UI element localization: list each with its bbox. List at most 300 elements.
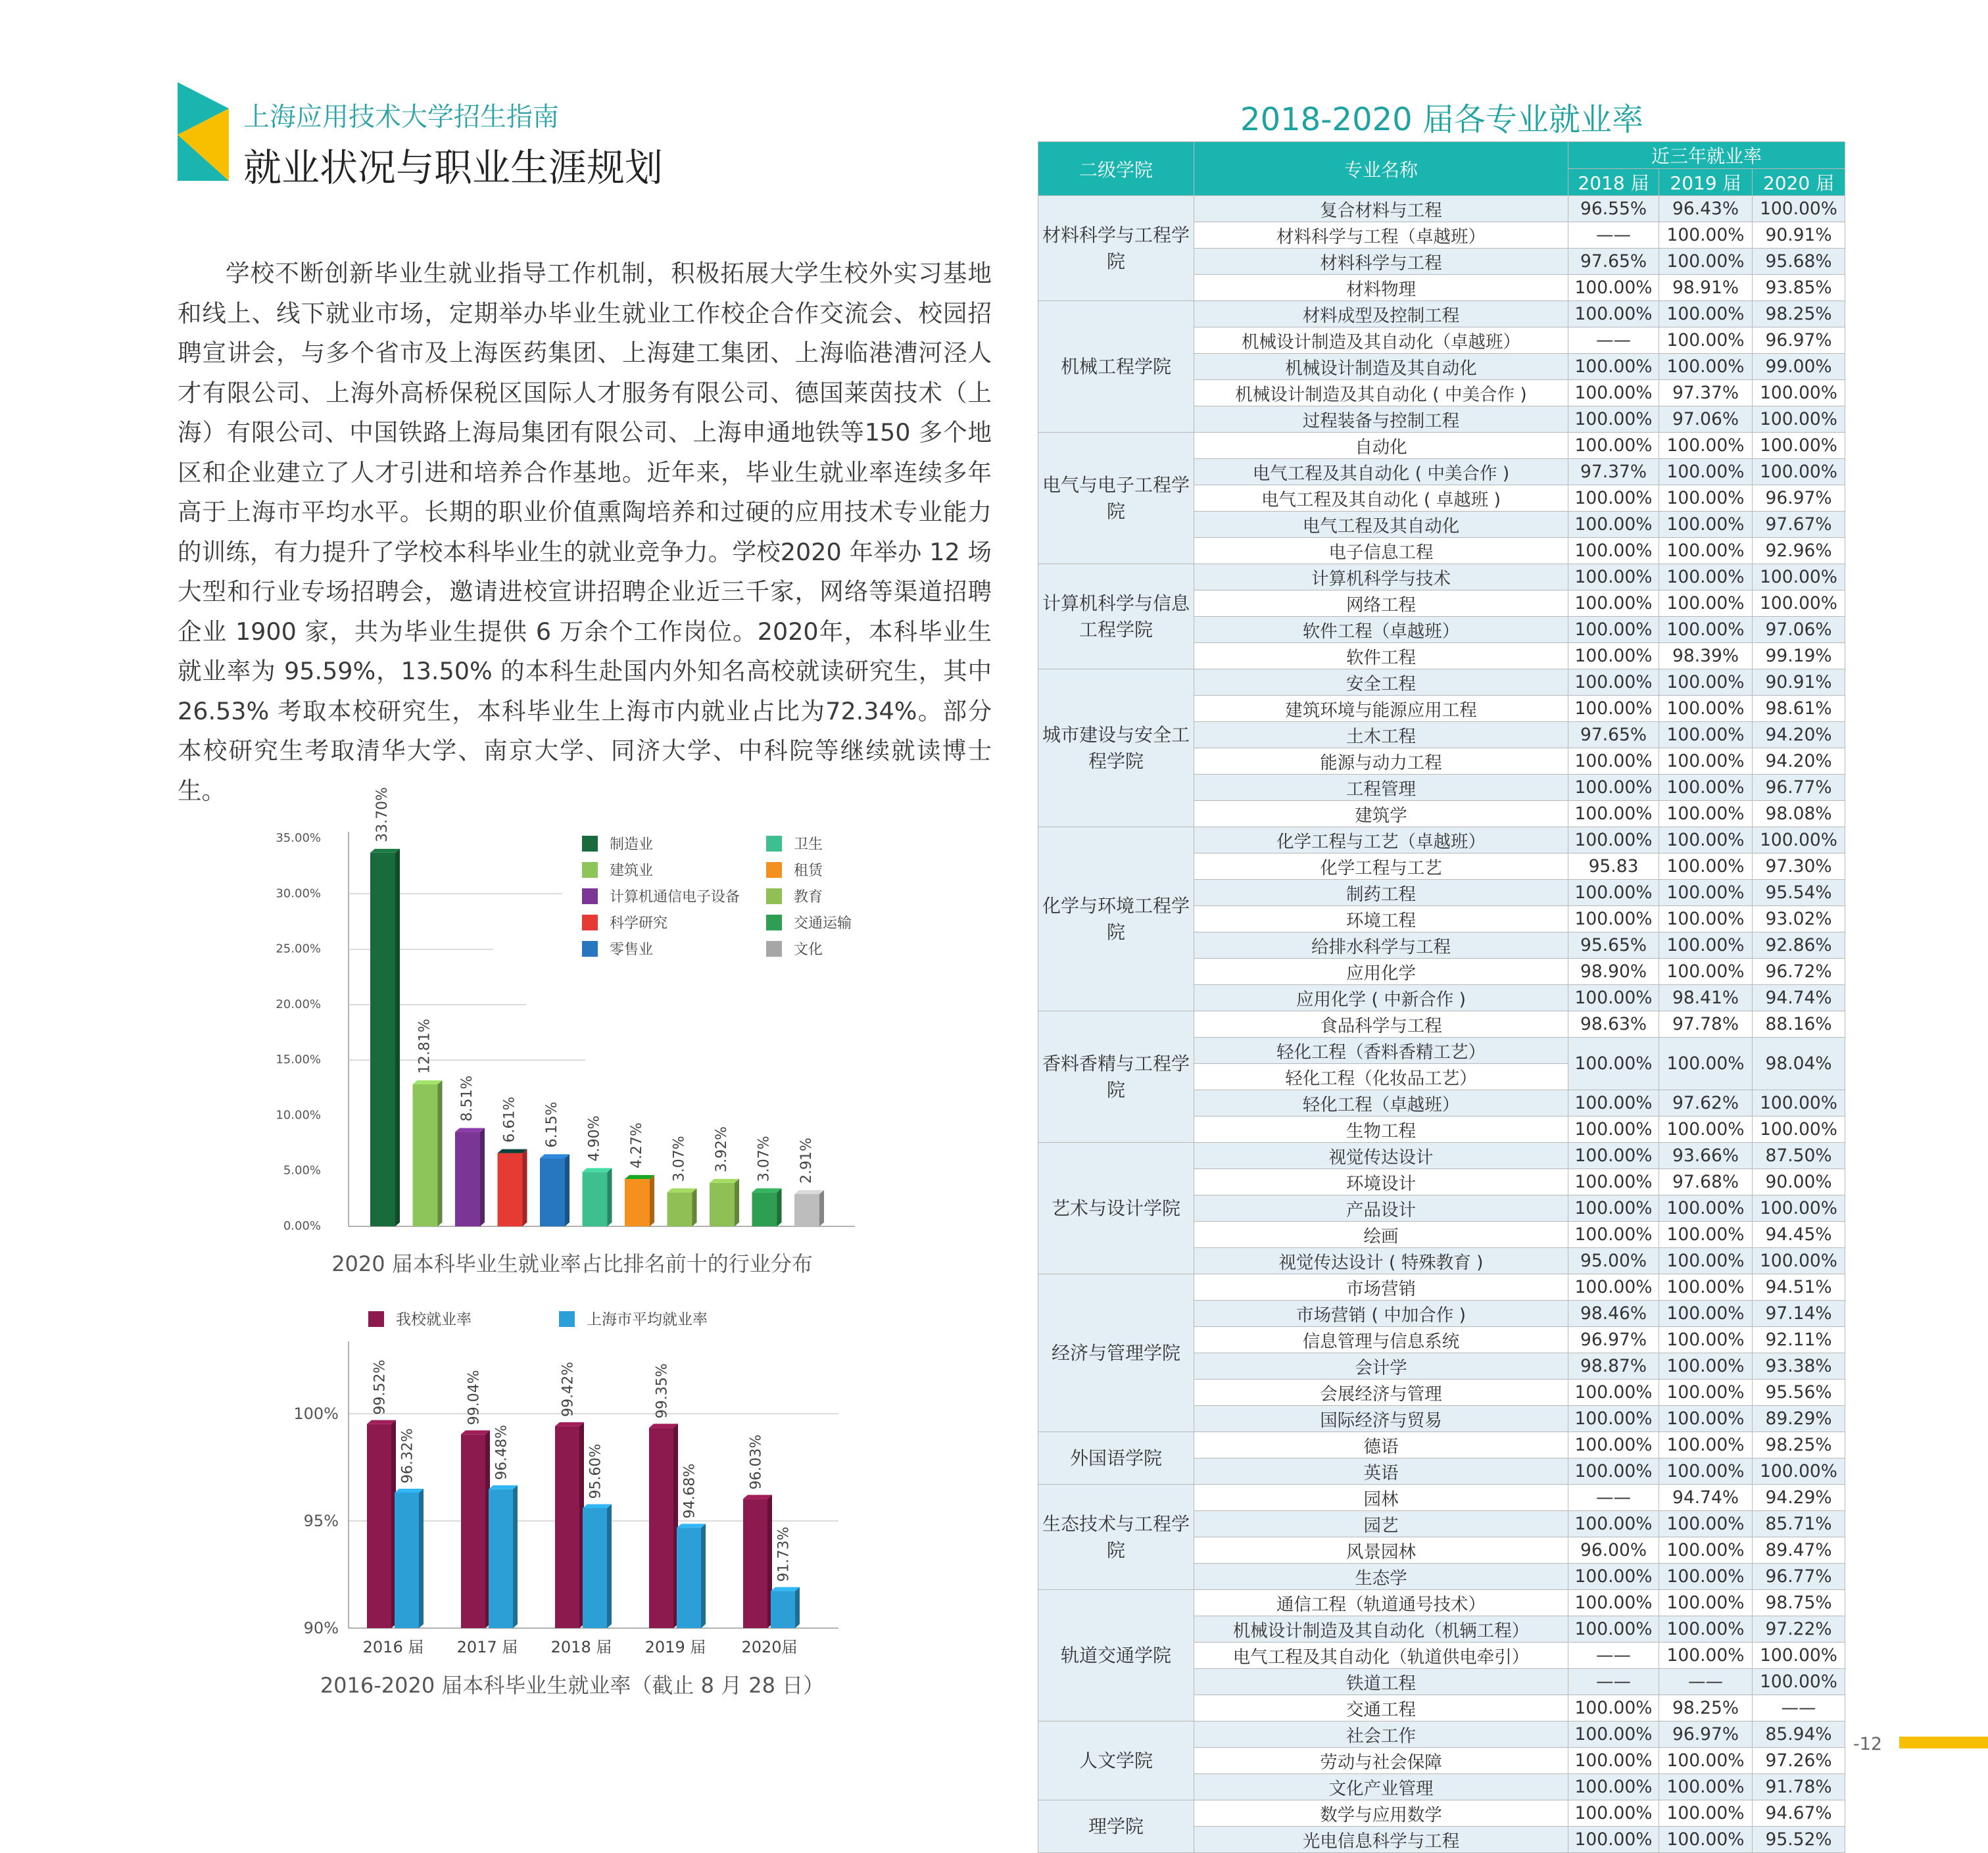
major-cell: 生物工程 [1194,1117,1568,1143]
rate-cell-2020: 89.47% [1753,1537,1845,1564]
major-cell: 建筑环境与能源应用工程 [1194,696,1568,722]
rate-cell-2020: 100.00% [1753,827,1845,854]
rate-cell-2020: 100.00% [1753,564,1845,590]
rate-cell-2019: 100.00% [1659,249,1753,275]
major-cell: 化学工程与工艺（卓越班） [1194,827,1568,854]
industry-chart-caption: 2020 届本科毕业生就业率占比排名前十的行业分布 [331,1251,813,1276]
rate-cell-2018: —— [1568,222,1659,249]
chart2-bar [649,1424,678,1628]
y-tick-label: 90% [303,1619,339,1637]
rate-cell-2019: 100.00% [1659,932,1753,959]
rate-cell-2019: 100.00% [1659,354,1753,380]
chart1-value-label: 12.81% [416,1019,433,1074]
rate-cell-2019: 100.00% [1659,1590,1753,1616]
rate-cell-2020: 97.22% [1753,1616,1845,1643]
rate-cell-2019: 100.00% [1659,801,1753,827]
y-tick-label: 35.00% [276,831,321,845]
rate-cell-2018: 100.00% [1568,1274,1659,1301]
rate-cell-2018: 100.00% [1568,1748,1659,1774]
rate-cell-2018: 100.00% [1568,643,1659,669]
rate-cell-2018: 95.00% [1568,1248,1659,1274]
rate-cell-2019: 96.43% [1659,196,1753,222]
table-row [1038,1143,1845,1169]
rate-cell-2020: 92.11% [1753,1327,1845,1353]
header-major: 专业名称 [1194,142,1568,196]
rate-cell-2020: —— [1753,1695,1845,1721]
rate-cell-2020: 90.00% [1753,1169,1845,1195]
rate-cell-2020: 91.78% [1753,1774,1845,1800]
legend-swatch [582,941,598,957]
major-cell: 环境工程 [1194,906,1568,932]
table-row [1038,301,1845,327]
x-category-label: 2016 届 [362,1638,424,1656]
chart1-bar [370,849,400,1226]
college-cell: 轨道交通学院 [1038,1590,1194,1721]
rate-cell-2020: 99.00% [1753,354,1845,380]
rate-cell-2018: 100.00% [1568,1380,1659,1406]
college-cell: 生态技术与工程学院 [1038,1485,1194,1590]
rate-cell-2020: 95.52% [1753,1827,1845,1853]
chart1-bar [625,1175,654,1226]
rate-cell-2019: 100.00% [1659,696,1753,722]
college-cell: 香料香精与工程学院 [1038,1011,1194,1143]
rate-cell-2018: 95.65% [1568,932,1659,959]
rate-cell-2018: 100.00% [1568,985,1659,1011]
major-cell: 数学与应用数学 [1194,1800,1568,1827]
major-cell: 给排水科学与工程 [1194,932,1568,959]
rate-cell-2019: 96.97% [1659,1721,1753,1748]
rate-cell-2019: 100.00% [1659,775,1753,801]
major-cell: 铁道工程 [1194,1669,1568,1695]
rate-cell-2018: 96.55% [1568,196,1659,222]
chart2-value-label: 96.32% [399,1428,416,1483]
major-cell: 材料科学与工程 [1194,249,1568,275]
rate-cell-2020: 90.91% [1753,669,1845,696]
header-year-2018: 2018 届 [1568,169,1659,196]
legend-label: 交通运输 [794,915,852,932]
major-cell: 视觉传达设计 ( 特殊教育 ) [1194,1248,1568,1274]
y-tick-label: 30.00% [276,886,321,901]
rate-cell-2019: 97.06% [1659,406,1753,433]
rate-cell-2020: 97.14% [1753,1301,1845,1327]
chart2-bar [677,1524,706,1628]
rate-cell-2018: 100.00% [1568,1564,1659,1590]
rate-cell-2019: 100.00% [1659,1458,1753,1485]
rate-cell-2018: 100.00% [1568,564,1659,590]
chart2-bar [367,1420,396,1628]
rate-cell-2019: 100.00% [1659,1274,1753,1301]
rate-cell-2018: 100.00% [1568,538,1659,564]
chart2-value-label: 99.42% [560,1362,577,1417]
rate-cell-2020: 97.26% [1753,1748,1845,1774]
rate-cell-2018: 100.00% [1568,1195,1659,1222]
major-cell: 材料物理 [1194,275,1568,301]
rate-cell-2018: 100.00% [1568,1090,1659,1117]
rate-cell-2019: 100.00% [1659,669,1753,696]
legend-label: 上海市平均就业率 [587,1311,708,1328]
rate-cell-2019: 100.00% [1659,1406,1753,1432]
rate-cell-2020: 96.77% [1753,1564,1845,1590]
rate-cell-2019: 100.00% [1659,1380,1753,1406]
rate-cell-2020: 100.00% [1753,459,1845,485]
rate-cell-2019: 100.00% [1659,1537,1753,1564]
rate-cell-2019: 94.74% [1659,1485,1753,1511]
college-cell: 机械工程学院 [1038,301,1194,433]
chart1-bar [498,1149,527,1226]
brand-logo-icon [178,82,243,181]
y-tick-label: 100% [293,1405,339,1423]
footer-accent-bar [1899,1737,1988,1748]
rate-cell-2019: 98.25% [1659,1695,1753,1721]
rate-cell-2018: 100.00% [1568,617,1659,643]
rate-cell-2018: 100.00% [1568,275,1659,301]
rate-cell-2018: 100.00% [1568,906,1659,932]
rate-cell-2019: 97.37% [1659,380,1753,406]
chart2-bar [395,1489,424,1628]
rate-cell-2020: 95.56% [1753,1380,1845,1406]
rate-cell-2018: 100.00% [1568,301,1659,327]
legend-swatch [368,1311,384,1327]
major-cell: 工程管理 [1194,775,1568,801]
major-cell: 应用化学 [1194,959,1568,985]
rate-cell-2020: 93.85% [1753,275,1845,301]
rate-cell-2018: 100.00% [1568,1143,1659,1169]
header-year-2019: 2019 届 [1659,169,1753,196]
rate-cell-2018: 100.00% [1568,1774,1659,1800]
rate-cell-2020: 100.00% [1753,406,1845,433]
rate-cell-2020: 100.00% [1753,1248,1845,1274]
rate-cell-2020: 93.38% [1753,1353,1845,1380]
chart2-value-label: 99.04% [466,1370,483,1426]
chart1-bar [794,1190,824,1226]
chart1-value-label: 6.61% [501,1096,518,1143]
rate-cell-2020: 94.20% [1753,748,1845,775]
rate-cell-2018: 96.97% [1568,1327,1659,1353]
major-cell: 园林 [1194,1485,1568,1511]
rate-cell-2018: 100.00% [1568,1169,1659,1195]
header-rate-group: 近三年就业率 [1568,142,1845,169]
rate-cell-2018: 100.00% [1568,827,1659,854]
college-cell: 经济与管理学院 [1038,1274,1194,1432]
table-row [1038,433,1845,459]
chart1-value-label: 4.90% [586,1115,603,1162]
rate-cell-2019: 100.00% [1659,590,1753,617]
rate-cell-2020: 87.50% [1753,1143,1845,1169]
intro-paragraph: 学校不断创新毕业生就业指导工作机制，积极拓展大学生校外实习基地和线上、线下就业市场，定期举办毕业生就业工作校企合作交流会、校园招聘宣讲会，与多个省市及上海医药集团、上海建工集团、上海临港漕河泾人才有限公司、上海外高桥保税区国际人才服务有限公司、德国莱茵技术（上海）有限公司、中国铁路上海局集团有限公司、上海申通地铁等150 多个地区和企业建立了人才引进和培养合作基地。近年来，毕业生就业率连续多年高于上海市平均水平。长期的职业价值熏陶培养和过硬的应用技术专业能力的训练，有力提升了学校本科毕业生的就业竞争力。学校2020 年举办 12 场大型和行业专场招聘会，邀请进校宣讲招聘企业近三千家，网络等渠道招聘企业 1900 家，共为毕业生提供 6 万余个工作岗位。2020年，本科毕业生就业率为 95.59%，13.50% 的本科生赴国内外知名高校就读研究生，其中 26.53% 考取本校研究生，本科毕业生上海市内就业占比为72.34%。部分本校研究生考取清华大学、南京大学、同济大学、中科院等继续就读博士生。 [178,259,992,805]
rate-cell-2019: 100.00% [1659,959,1753,985]
chart1-value-label: 4.27% [629,1122,645,1169]
chart1-bar [667,1188,697,1226]
rate-cell-2019: 100.00% [1659,1038,1753,1090]
major-cell: 市场营销 [1194,1274,1568,1301]
major-cell: 文化产业管理 [1194,1774,1568,1800]
rate-cell-2018: 100.00% [1568,1511,1659,1537]
rate-cell-2019: 100.00% [1659,1774,1753,1800]
major-cell: 网络工程 [1194,590,1568,617]
rate-cell-2018: 100.00% [1568,775,1659,801]
chart2-bar [489,1485,518,1628]
rate-cell-2018: 96.00% [1568,1537,1659,1564]
major-cell: 光电信息科学与工程 [1194,1827,1568,1853]
chart2-value-label: 94.68% [681,1463,698,1519]
rate-cell-2019: 100.00% [1659,1327,1753,1353]
major-cell: 轻化工程（化妆品工艺） [1194,1064,1568,1090]
rate-cell-2018: 100.00% [1568,485,1659,512]
rate-cell-2018: 100.00% [1568,1458,1659,1485]
chart2-bar [555,1422,584,1628]
rate-cell-2019: 100.00% [1659,1222,1753,1248]
major-cell: 生态学 [1194,1564,1568,1590]
rate-cell-2019: 100.00% [1659,827,1753,854]
major-cell: 绘画 [1194,1222,1568,1248]
major-cell: 机械设计制造及其自动化 ( 中美合作 ) [1194,380,1568,406]
chart1-bar [413,1080,443,1226]
rate-cell-2019: 100.00% [1659,459,1753,485]
rate-cell-2018: 98.90% [1568,959,1659,985]
major-cell: 电气工程及其自动化 ( 中美合作 ) [1194,459,1568,485]
rate-cell-2020: 96.97% [1753,485,1845,512]
rate-cell-2018: 98.87% [1568,1353,1659,1380]
legend-swatch [582,862,598,878]
chart1-value-label: 3.92% [714,1126,730,1172]
rate-cell-2019: 100.00% [1659,1301,1753,1327]
college-cell: 外国语学院 [1038,1432,1194,1485]
college-cell: 电气与电子工程学院 [1038,433,1194,564]
college-cell: 理学院 [1038,1800,1194,1853]
rate-cell-2020: 94.51% [1753,1274,1845,1301]
rate-cell-2018: 100.00% [1568,1800,1659,1827]
rate-cell-2020: 98.25% [1753,301,1845,327]
major-cell: 产品设计 [1194,1195,1568,1222]
table-row [1038,564,1845,590]
y-tick-label: 95% [303,1512,339,1530]
rate-cell-2019: 100.00% [1659,617,1753,643]
rate-cell-2018: 100.00% [1568,880,1659,906]
employment-rate-chart [276,1307,868,1662]
rate-cell-2020: 96.97% [1753,327,1845,354]
major-cell: 软件工程（卓越班） [1194,617,1568,643]
rate-cell-2018: 100.00% [1568,1695,1659,1721]
rate-cell-2018: 100.00% [1568,801,1659,827]
major-cell: 过程装备与控制工程 [1194,406,1568,433]
rate-cell-2018: 100.00% [1568,669,1659,696]
y-tick-label: 10.00% [276,1108,321,1122]
rate-cell-2018: 97.65% [1568,249,1659,275]
x-category-label: 2018 届 [550,1638,612,1656]
rate-cell-2018: 98.46% [1568,1301,1659,1327]
chart1-value-label: 2.91% [798,1138,815,1184]
y-tick-label: 25.00% [276,942,321,956]
rate-cell-2019: 97.68% [1659,1169,1753,1195]
legend-label: 计算机通信电子设备 [610,889,740,905]
chart2-bar [743,1495,772,1628]
legend-swatch [766,862,782,878]
rate-cell-2020: 94.45% [1753,1222,1845,1248]
header-year-2020: 2020 届 [1753,169,1845,196]
rate-cell-2020: 100.00% [1753,1117,1845,1143]
rate-cell-2018: 100.00% [1568,696,1659,722]
legend-label: 我校就业率 [396,1311,472,1328]
chart1-bar [710,1179,739,1226]
rate-cell-2019: 100.00% [1659,1616,1753,1643]
rate-cell-2018: —— [1568,327,1659,354]
major-cell: 视觉传达设计 [1194,1143,1568,1169]
employment-rate-table [1038,141,1845,1853]
major-cell: 材料成型及控制工程 [1194,301,1568,327]
rate-cell-2019: 100.00% [1659,538,1753,564]
rate-cell-2020: 85.71% [1753,1511,1845,1537]
rate-cell-2018: 100.00% [1568,590,1659,617]
rate-cell-2020: 94.67% [1753,1800,1845,1827]
rate-cell-2020: 97.30% [1753,854,1845,880]
rate-cell-2020: 88.16% [1753,1011,1845,1038]
industry-bar-chart [276,787,868,1239]
rate-cell-2019: 100.00% [1659,1353,1753,1380]
major-cell: 机械设计制造及其自动化（机辆工程） [1194,1616,1568,1643]
rate-cell-2018: 100.00% [1568,406,1659,433]
major-cell: 英语 [1194,1458,1568,1485]
major-cell: 电气工程及其自动化 [1194,512,1568,538]
chart1-bar [583,1168,612,1226]
college-cell: 化学与环境工程学院 [1038,827,1194,1011]
rate-cell-2020: 100.00% [1753,1669,1845,1695]
legend-swatch [559,1311,575,1327]
rate-cell-2019: 100.00% [1659,906,1753,932]
rate-cell-2019: 100.00% [1659,1800,1753,1827]
rate-cell-2018: 100.00% [1568,1406,1659,1432]
rate-cell-2018: 100.00% [1568,1721,1659,1748]
table-title: 2018-2020 届各专业就业率 [1240,101,1643,138]
major-cell: 材料科学与工程（卓越班） [1194,222,1568,249]
major-cell: 土木工程 [1194,722,1568,748]
rate-cell-2020: 98.04% [1753,1038,1845,1090]
rate-cell-2018: 98.63% [1568,1011,1659,1038]
rate-cell-2018: 100.00% [1568,1590,1659,1616]
chart1-value-label: 6.15% [544,1101,560,1148]
chart1-value-label: 8.51% [459,1075,475,1122]
rate-cell-2019: 100.00% [1659,854,1753,880]
x-category-label: 2017 届 [456,1638,518,1656]
rate-cell-2020: 95.54% [1753,880,1845,906]
major-cell: 风景园林 [1194,1537,1568,1564]
rate-cell-2020: 89.29% [1753,1406,1845,1432]
rate-cell-2019: 98.41% [1659,985,1753,1011]
rate-cell-2019: 100.00% [1659,1248,1753,1274]
table-row [1038,1590,1845,1616]
rate-cell-2020: 92.86% [1753,932,1845,959]
major-cell: 安全工程 [1194,669,1568,696]
rate-cell-2019: 100.00% [1659,1432,1753,1458]
rate-cell-2019: 100.00% [1659,1827,1753,1853]
rate-cell-2020: 98.75% [1753,1590,1845,1616]
major-cell: 应用化学 ( 中新合作 ) [1194,985,1568,1011]
table-row [1038,1274,1845,1301]
legend-swatch [766,836,782,852]
legend-label: 教育 [794,889,823,905]
major-cell: 交通工程 [1194,1695,1568,1721]
chart2-value-label: 91.73% [775,1526,792,1582]
chart1-bar [752,1188,782,1226]
rate-cell-2020: 100.00% [1753,380,1845,406]
major-cell: 建筑学 [1194,801,1568,827]
table-row [1038,1485,1845,1511]
rate-cell-2018: 100.00% [1568,1117,1659,1143]
rate-cell-2018: 97.37% [1568,459,1659,485]
chart1-value-label: 33.70% [374,787,391,842]
y-tick-label: 15.00% [276,1053,321,1067]
rate-cell-2018: 100.00% [1568,1827,1659,1853]
major-cell: 食品科学与工程 [1194,1011,1568,1038]
table-row [1038,196,1845,222]
y-tick-label: 5.00% [283,1163,321,1178]
rate-cell-2020: 96.72% [1753,959,1845,985]
rate-cell-2018: —— [1568,1643,1659,1669]
rate-cell-2019: 100.00% [1659,512,1753,538]
chart1-bar [455,1128,485,1226]
rate-cell-2020: 99.19% [1753,643,1845,669]
legend-label: 文化 [794,942,823,958]
rate-cell-2018: 100.00% [1568,1222,1659,1248]
college-cell: 材料科学与工程学院 [1038,196,1194,301]
rate-cell-2019: 100.00% [1659,748,1753,775]
college-cell: 城市建设与安全工程学院 [1038,669,1194,827]
major-cell: 软件工程 [1194,643,1568,669]
major-cell: 复合材料与工程 [1194,196,1568,222]
rate-cell-2020: 85.94% [1753,1721,1845,1748]
college-cell: 人文学院 [1038,1721,1194,1800]
rate-cell-2020: 94.20% [1753,722,1845,748]
major-cell: 通信工程（轨道通号技术） [1194,1590,1568,1616]
major-cell: 电气工程及其自动化（轨道供电牵引） [1194,1643,1568,1669]
major-cell: 会展经济与管理 [1194,1380,1568,1406]
rate-cell-2018: 100.00% [1568,1432,1659,1458]
header-college: 二级学院 [1038,142,1194,196]
rate-cell-2020: 100.00% [1753,1643,1845,1669]
major-cell: 环境设计 [1194,1169,1568,1195]
rate-cell-2018: 95.83 [1568,854,1659,880]
college-cell: 计算机科学与信息工程学院 [1038,564,1194,669]
rate-cell-2019: —— [1659,1669,1753,1695]
rate-cell-2019: 100.00% [1659,222,1753,249]
legend-swatch [582,836,598,852]
legend-swatch [766,941,782,957]
employment-chart-caption: 2016-2020 届本科毕业生就业率（截止 8 月 28 日） [320,1673,825,1698]
legend-label: 制造业 [610,836,654,853]
legend-swatch [582,888,598,904]
rate-cell-2019: 100.00% [1659,433,1753,459]
chart2-value-label: 96.03% [748,1434,765,1490]
major-cell: 机械设计制造及其自动化（卓越班） [1194,327,1568,354]
major-cell: 轻化工程（卓越班） [1194,1090,1568,1117]
rate-cell-2020: 100.00% [1753,433,1845,459]
rate-cell-2020: 100.00% [1753,1458,1845,1485]
rate-cell-2018: —— [1568,1669,1659,1695]
rate-cell-2018: 100.00% [1568,354,1659,380]
table-row [1038,669,1845,696]
rate-cell-2019: 100.00% [1659,564,1753,590]
legend-label: 卫生 [794,836,823,853]
legend-swatch [766,888,782,904]
table-row [1038,827,1845,854]
chart2-bar [583,1504,612,1628]
x-category-label: 2019 届 [644,1638,706,1656]
major-cell: 德语 [1194,1432,1568,1458]
rate-cell-2018: 100.00% [1568,1038,1659,1090]
chart1-value-label: 3.07% [756,1136,773,1182]
rate-cell-2018: 100.00% [1568,748,1659,775]
major-cell: 劳动与社会保障 [1194,1748,1568,1774]
chart1-value-label: 3.07% [671,1136,688,1182]
